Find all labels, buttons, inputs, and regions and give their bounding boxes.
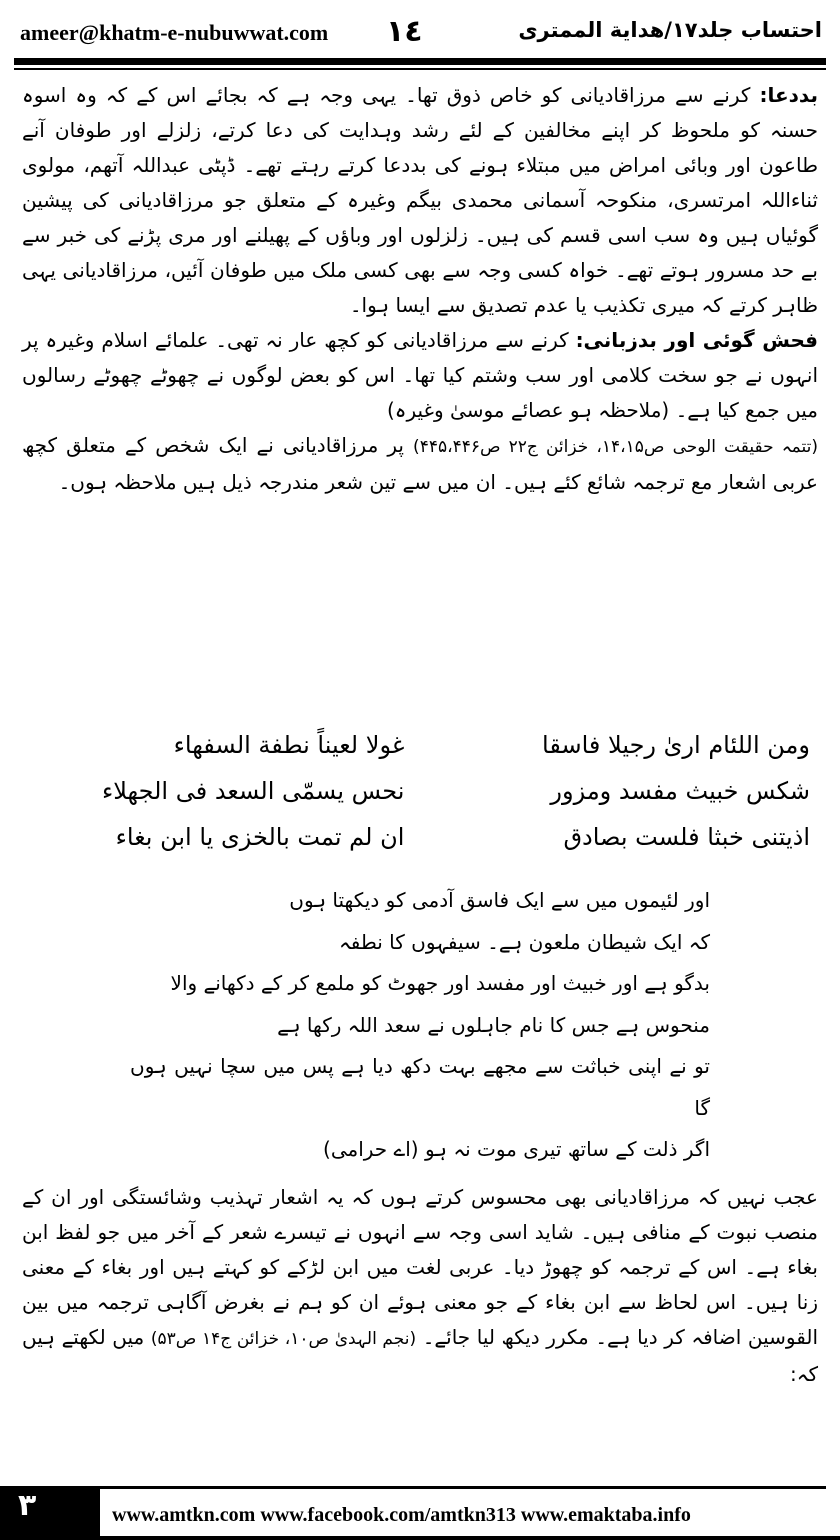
header-email[interactable]: ameer@khatm-e-nubuwwat.com <box>20 20 329 45</box>
header-rule-thin <box>14 68 826 70</box>
header-title: احتساب جلد۱۷/هدایة الممتری <box>518 18 822 42</box>
verse-second-hemistich: غولا لعيناً نطفة السفهاء <box>173 731 405 759</box>
paragraph-verses-intro <box>22 428 818 500</box>
paragraph-curses <box>22 78 818 323</box>
verse-row <box>30 814 810 860</box>
translation-line: تو نے اپنی خباثت سے مجھے بہت دکھ دیا ہے پس میں سچا نہیں ہوں گا <box>130 1054 710 1120</box>
paragraph-obscenity <box>22 323 818 428</box>
page-header <box>14 14 826 54</box>
footer-page-box <box>0 1486 100 1540</box>
paragraph-verses-intro-text: پر مرزاقادیانی نے ایک شخص کے متعلق کچھ عربی اشعار مع ترجمہ شائع کئے ہیں۔ ان میں سے تین شعر مندرجہ ذیل ہیں ملاحظہ ہوں۔ <box>22 433 818 494</box>
verse-translation <box>130 880 710 1171</box>
paragraph-obscenity-label: فحش گوئی اور بدزبانی: <box>575 328 818 352</box>
paragraph-commentary-end: میں لکھتے ہیں کہ: <box>22 1325 818 1386</box>
footer-page-number: ۳ <box>18 1488 37 1523</box>
translation-line: کہ ایک شیطان ملعون ہے۔ سیفہوں کا نطفہ <box>339 929 710 954</box>
reference-najm-al-huda: (نجم الہدیٰ ص۱۰، خزائن ج۱۴ ص۵۳) <box>150 1329 417 1349</box>
verse-first-hemistich: شكس خبيث مفسد ومزور <box>550 777 810 805</box>
paragraph-curses-label: بددعا: <box>759 83 818 107</box>
header-page-number: ١٤ <box>386 14 423 49</box>
translation-line: اور لئیموں میں سے ایک فاسق آدمی کو دیکھتا ہوں <box>289 888 710 912</box>
main-text <box>22 78 818 500</box>
paragraph-curses-text: کرنے سے مرزاقادیانی کو خاص ذوق تھا۔ یہی وجہ ہے کہ بجائے اس کے کہ وہ اسوہ حسنہ کو ملحوظ کر اپنے مخالفین کے لئے رشد وہدایت کی دعا کرتے، زلزلے اور طوفان آنے طاعون اور وبائی امراض میں مبتلاء ہونے کی بددعا کرتے رہتے تھے۔ ڈپٹی عبداللہ آتھم، مولوی ثناءاللہ امرتسری، منکوحہ آسمانی محمدی بیگم وغیرہ کے متعلق جو مرزاقادیانی کی پیشین گوئیاں ہیں وہ سب اسی قسم کی ہیں۔ زلزلوں اور وباؤں کے پھیلنے اور مری پڑنے کی خبر سے بے حد مسرور ہوتے تھے۔ خواہ کسی وجہ سے بھی کسی ملک میں طوفان آئیں، مرزاقادیانی یہی ظاہر کرتے کہ میری تکذیب یا عدم تصدیق سے ایسا ہوا۔ <box>22 83 818 317</box>
footer-rule-bottom <box>100 1536 840 1540</box>
verse-first-hemistich: اذيتنى خبثا فلست بصادق <box>563 823 810 851</box>
closing-text <box>22 1180 818 1392</box>
paragraph-obscenity-text: کرنے سے مرزاقادیانی کو کچھ عار نہ تھی۔ علمائے اسلام وغیرہ پر انہوں نے جو سخت کلامی اور سب وشتم کیا تھا۔ اس کو بعض لوگوں نے چھوٹے چھوٹے رسالوں میں جمع کیا ہے۔ (ملاحظہ ہو عصائے موسیٰ وغیرہ) <box>22 328 818 422</box>
translation-line: منحوس ہے جس کا نام جاہلوں نے سعد اللہ رکھا ہے <box>277 1012 710 1037</box>
translation-line: اگر ذلت کے ساتھ تیری موت نہ ہو (اے حرامی) <box>323 1137 710 1161</box>
reference-tatimma: (تتمہ حقیقت الوحی ص۱۴،۱۵، خزائن ج۲۲ ص۴۴۵،۴۴۶) <box>413 437 818 457</box>
footer-links[interactable]: www.amtkn.com www.facebook.com/amtkn313 www.emaktaba.info <box>112 1504 691 1526</box>
verse-second-hemistich: ان لم تمت بالخزى يا ابن بغاء <box>115 823 405 851</box>
header-rule-thick <box>14 58 826 65</box>
footer-rule <box>14 1486 826 1489</box>
verse-second-hemistich: نحس يسمّى السعد فى الجهلاء <box>101 777 405 805</box>
verse-first-hemistich: ومن اللئام ارىٰ رجيلا فاسقا <box>542 731 810 759</box>
verse-row <box>30 722 810 768</box>
arabic-verses <box>30 722 810 862</box>
verse-row <box>30 768 810 814</box>
translation-line: بدگو ہے اور خبیث اور مفسد اور جھوٹ کو ملمع کر کے دکھانے والا <box>170 971 710 995</box>
paragraph-commentary-text: عجب نہیں کہ مرزاقادیانی بھی محسوس کرتے ہوں کہ یہ اشعار تہذیب وشائستگی اور ان کے منصب نبوت کے منافی ہیں۔ شاید اسی وجہ سے انہوں نے تیسرے شعر کے آخر میں جو لفظ ابن بغاء ہے۔ اس کے ترجمہ کو چھوڑ دیا۔ عربی لغت میں ابن لڑکے کو کہتے ہیں اور بغاء کے معنی زنا ہیں۔ اس لحاظ سے ابن بغاء کے جو معنی ہوئے ان کو ہم نے بغرض آگاہی ترجمہ میں بین القوسین اضافہ کر دیا ہے۔ مکرر دیکھ لیا جائے۔ <box>22 1185 819 1349</box>
paragraph-commentary <box>22 1180 818 1392</box>
